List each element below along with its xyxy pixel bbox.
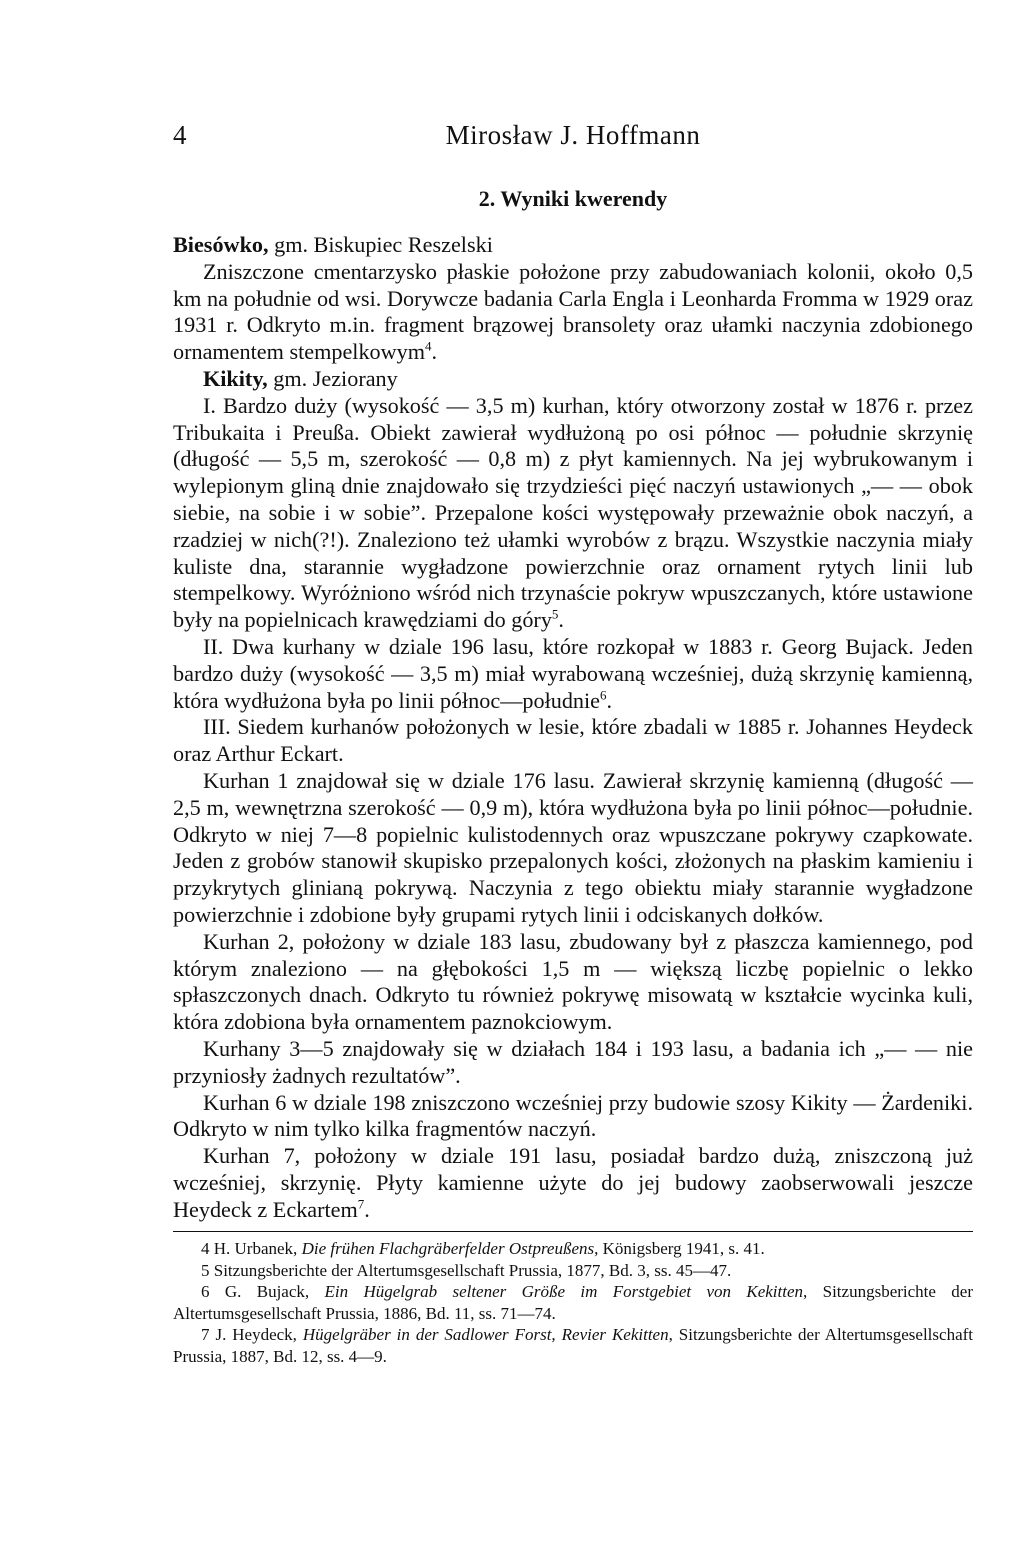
site-heading-biesowko	[173, 232, 973, 259]
footnotes	[173, 1238, 973, 1367]
site-name: Kikity,	[203, 365, 268, 391]
footnote-divider	[173, 1231, 973, 1232]
site-commune: gm. Biskupiec Reszelski	[268, 232, 493, 257]
footnote-ref: 7	[357, 1196, 365, 1212]
footnote-ref: 5	[551, 606, 559, 622]
paragraph: Kurhany 3—5 znajdowały się w działach 184 i 193 lasu, a badania ich „— — nie przyniosły żadnych rezultatów”.	[173, 1035, 973, 1088]
footnote: 5 Sitzungsberichte der Altertumsgesellschaft Prussia, 1877, Bd. 3, ss. 45—47.	[201, 1260, 732, 1280]
paragraph: Kurhan 2, położony w dziale 183 lasu, zbudowany był z płaszcza kamiennego, pod którym znaleziono — na głębokości 1,5 m — większą liczbę popielnic o lekko spłaszczonych dnach. Odkryto tu również pokrywę misowatą w kształcie wycinka kuli, która zdobiona była ornamentem paznokciowym.	[173, 928, 973, 1035]
cited-title: Ein Hügelgrab seltener Größe im Forstgebiet von Kekitten	[324, 1282, 804, 1302]
site-heading-kikity	[173, 366, 973, 393]
body-text	[173, 232, 973, 1223]
site-name: Biesówko,	[173, 232, 269, 257]
footnote-ref: 6	[600, 687, 607, 703]
paragraph: II. Dwa kurhany w dziale 196 lasu, które rozkopał w 1883 r. Georg Bujack. Jeden bardzo duży (wysokość — 3,5 m) miał wyrabowaną wcześniej, dużą skrzynię kamienną, która wydłużona była po linii północ—południe$^6$.	[173, 633, 973, 713]
running-title: Mirosław J. Hoffmann	[445, 120, 701, 150]
site-commune: gm. Jeziorany	[267, 365, 398, 391]
paragraph: III. Siedem kurhanów położonych w lesie, które zbadali w 1885 r. Johannes Heydeck oraz Arthur Eckart.	[173, 714, 973, 767]
document-page	[173, 120, 973, 1367]
page-header	[173, 120, 973, 164]
paragraph: I. Bardzo duży (wysokość — 3,5 m) kurhan, który otworzony został w 1876 r. przez Tribukaita i Preußa. Obiekt zawierał wydłużoną po osi północ — południe skrzynię (długość — 5,5 m, szerokość — 0,8 m) z płyt kamiennych. Na jej wybrukowanym i wylepionym gliną dnie znajdowało się trzydzieści pięć naczyń ustawionych „— — obok siebie, na sobie i w sobie”. Przepalone kości występowały przeważnie obok naczyń, a rzadziej w nich(?!). Znaleziono też ułamki wyrobów z brązu. Wszystkie naczynia miały kuliste dna, starannie wygładzone powierzchnie oraz ornament rytych linii lub stempelkowy. Wyróżniono wśród nich trzynaście pokryw wpuszczanych, które ustawione były na popielnicach krawędziami do góry$^5$.	[173, 392, 973, 633]
cited-title: Hügelgräber in der Sadlower Forst, Revier Kekitten	[302, 1325, 669, 1345]
paragraph: Kurhan 7, położony w dziale 191 lasu, posiadał bardzo dużą, zniszczoną już wcześniej, skrzynię. Płyty kamienne użyte do jej budowy zaobserwowali jeszcze Heydeck z Eckartem$^7$.	[173, 1143, 973, 1222]
footnote: 4 H. Urbanek, Die frühen Flachgräberfelder Ostpreußens, Königsberg 1941, s. 41.	[201, 1239, 765, 1259]
paragraph: Kurhan 1 znajdował się w dziale 176 lasu. Zawierał skrzynię kamienną (długość — 2,5 m, wewnętrzna szerokość — 0,9 m), która wydłużona była po linii północ—południe. Odkryto w niej 7—8 popielnic kulistodennych oraz wpuszczane pokrywy czapkowate. Jeden z grobów stanowił skupisko przepalonych kości, złożonych na płaskim kamieniu i przykrytych glinianą pokrywą. Naczynia z tego obiektu miały starannie wygładzone powierzchnie i zdobione były grupami rytych linii i odciskanych dołków.	[173, 767, 973, 927]
footnote-ref: 4	[425, 338, 432, 354]
footnote: 7 J. Heydeck, Hügelgräber in der Sadlower Forst, Revier Kekitten, Sitzungsberichte der Altertumsgesellschaft Prussia, 1887, Bd. 12, ss. 4—9.	[173, 1325, 973, 1366]
section-title: 2. Wyniki kwerendy	[478, 186, 668, 211]
footnote: 6 G. Bujack, Ein Hügelgrab seltener Größe im Forstgebiet von Kekitten, Sitzungsberichte der Altertumsgesellschaft Prussia, 1886, Bd. 11, ss. 71—74.	[173, 1282, 973, 1323]
paragraph: Kurhan 6 w dziale 198 zniszczono wcześniej przy budowie szosy Kikity — Żardeniki. Odkryto w nim tylko kilka fragmentów naczyń.	[173, 1089, 973, 1142]
paragraph: Zniszczone cmentarzysko płaskie położone przy zabudowaniach kolonii, około 0,5 km na południe od wsi. Dorywcze badania Carla Engla i Leonharda Fromma w 1929 oraz 1931 r. Odkryto m.in. fragment brązowej bransolety oraz ułamki naczynia zdobionego ornamentem stempelkowym$^4$.	[173, 258, 973, 365]
cited-title: Die frühen Flachgräberfelder Ostpreußens	[301, 1239, 595, 1259]
page-number: 4	[173, 120, 187, 150]
